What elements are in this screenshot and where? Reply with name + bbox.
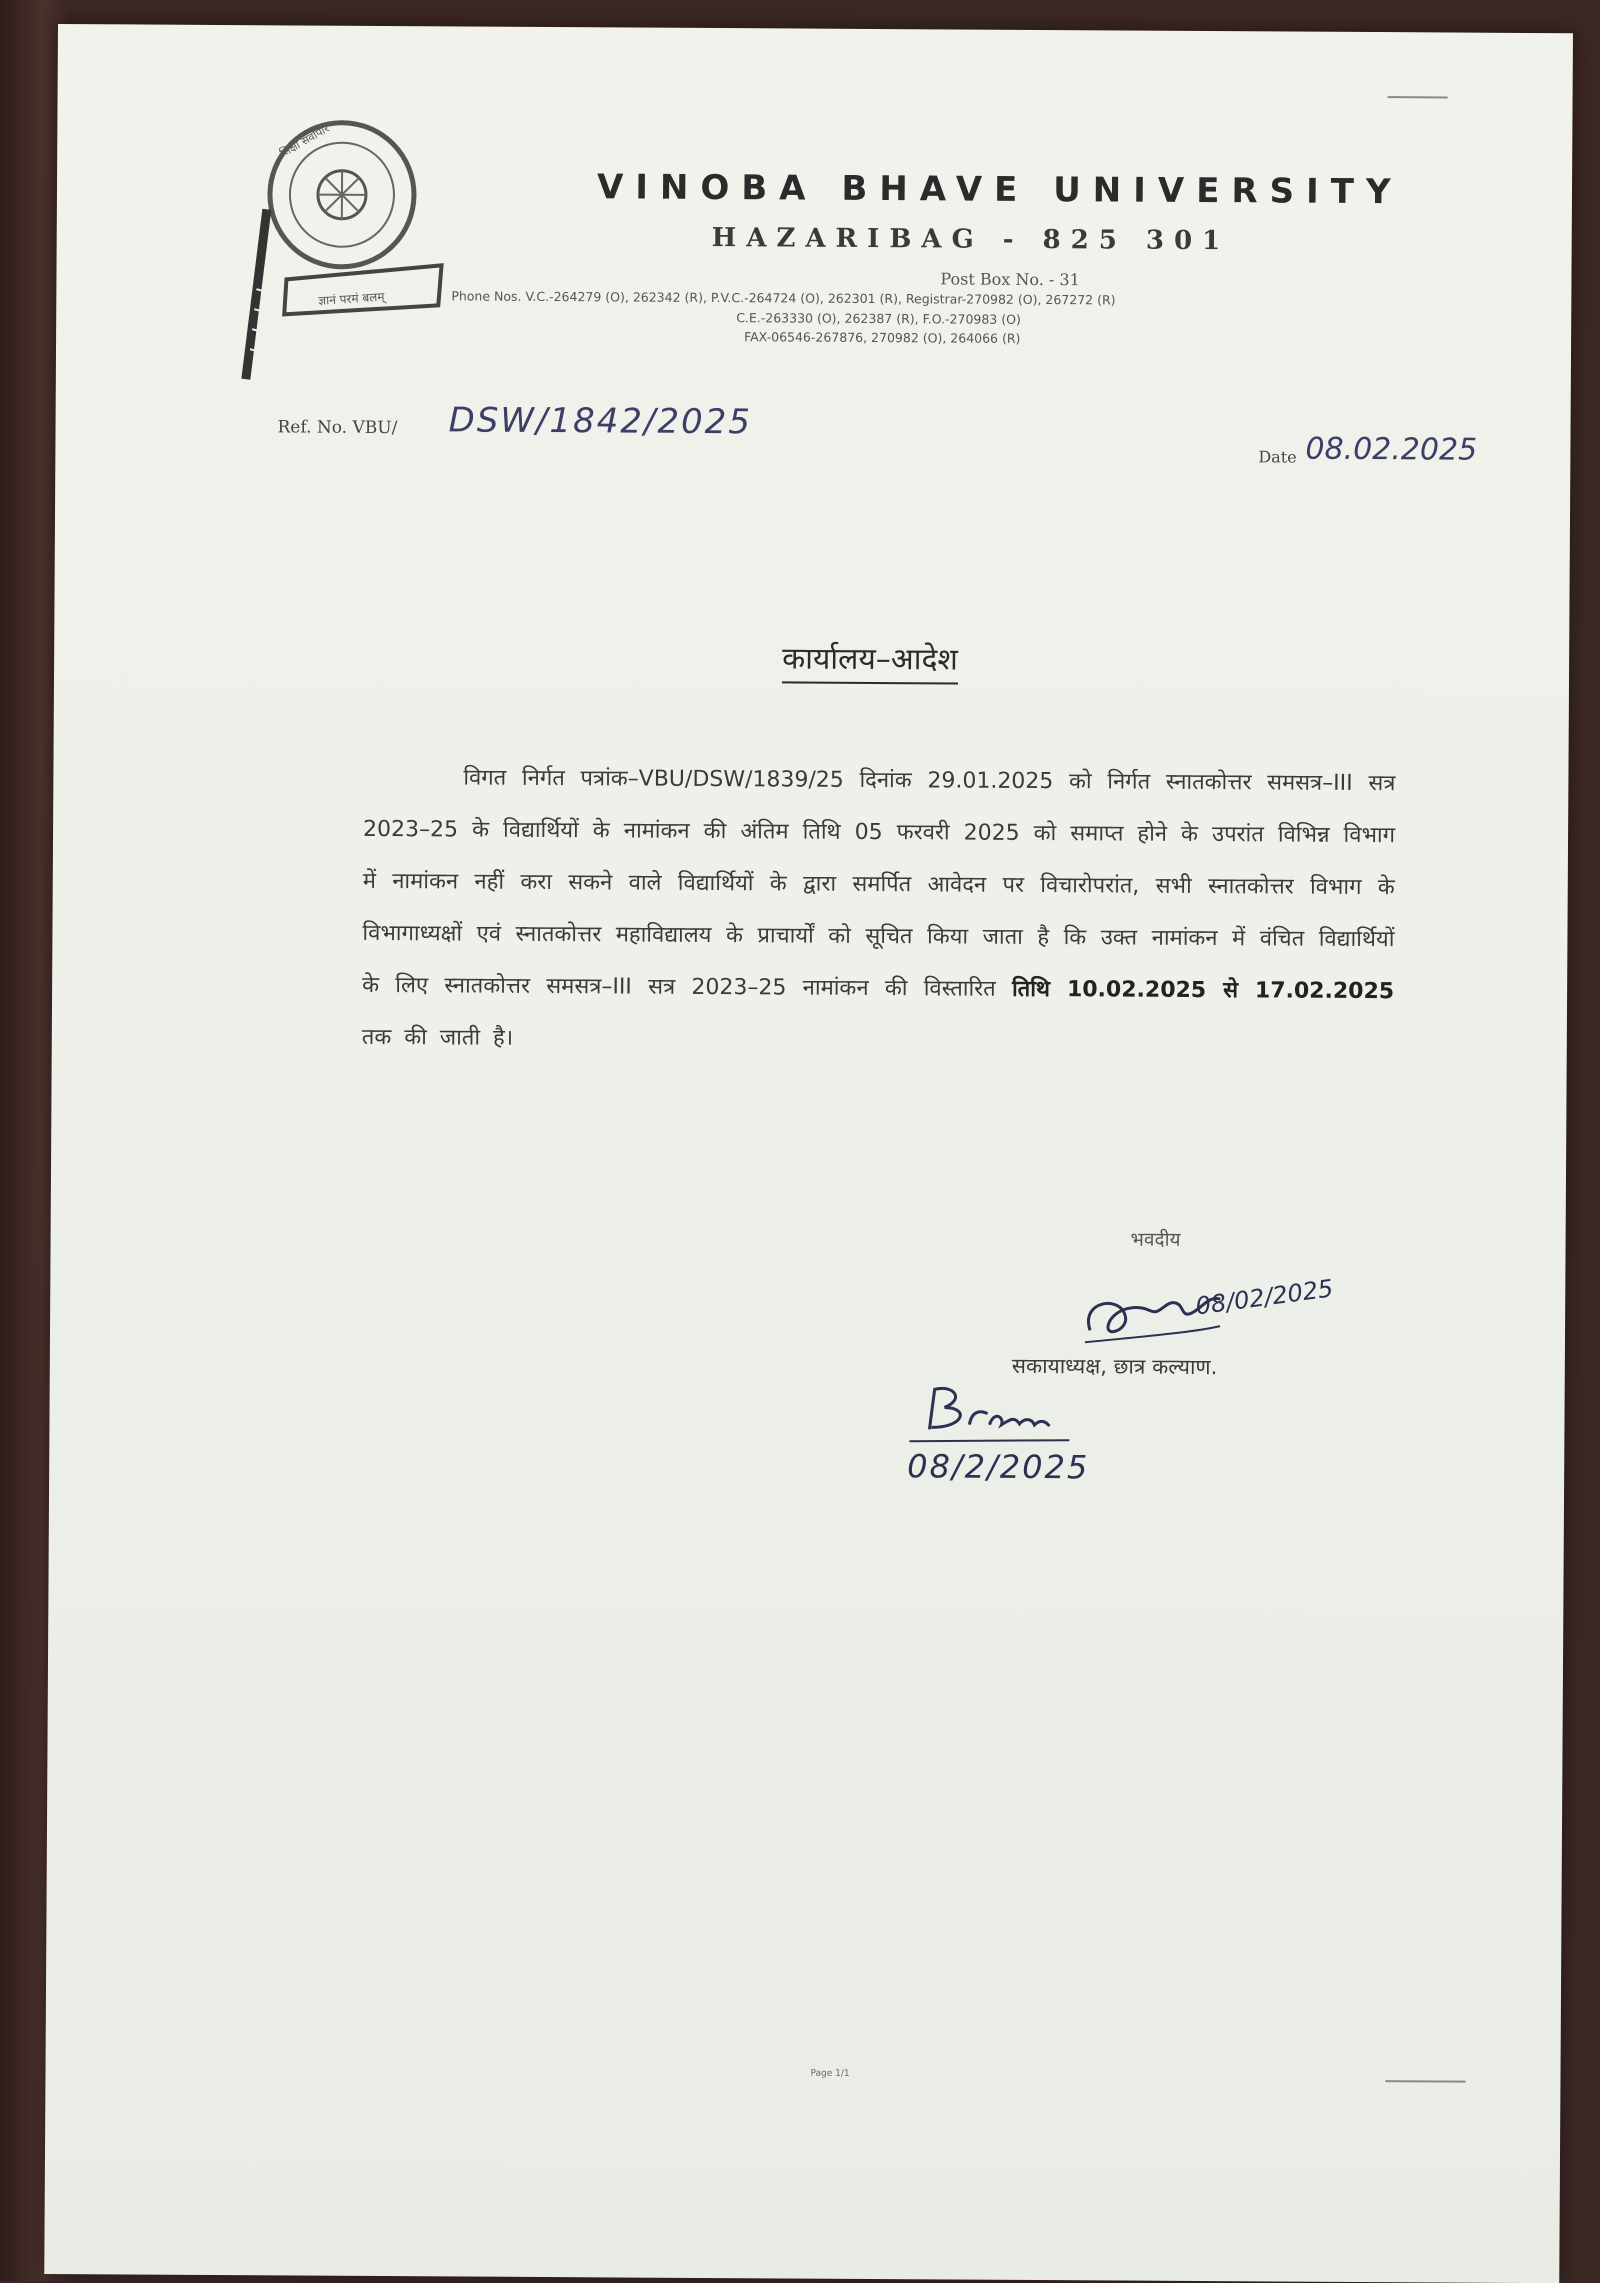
order-body-end: तक की जाती है। <box>362 1025 513 1051</box>
document-page <box>44 24 1573 2283</box>
corner-mark-bottom <box>1385 2080 1465 2082</box>
contact-line-fax: FAX-06546-267876, 270982 (O), 264066 (R) <box>744 329 1020 346</box>
designation: सकायाध्यक्ष, छात्र कल्याण. <box>1012 1352 1218 1381</box>
reference-label: Ref. No. VBU/ <box>277 417 397 438</box>
dean-signature-date: 08/02/2025 <box>1194 1274 1335 1320</box>
contact-line-phones: Phone Nos. V.C.-264279 (O), 262342 (R), P.V.C.-264724 (O), 262301 (R), Registrar-270982 (O), 267272 (R) <box>451 288 1115 307</box>
reference-number: DSW/1842/2025 <box>448 400 752 442</box>
receipt-initials-icon <box>909 1379 1109 1450</box>
receipt-date: 08/2/2025 <box>907 1447 1089 1486</box>
order-body-text: विगत निर्गत पत्रांक–VBU/DSW/1839/25 दिनांक 29.01.2025 को निर्गत स्नातकोत्तर समसत्र–III सत्र 2023–25 के विद्यार्थियों के नामांकन की अंतिम तिथि 05 फरवरी 2025 को समाप्त होने के उपरांत विभिन्न विभाग में नामांकन नहीं करा सकने वाले विद्यार्थियों के द्वारा समर्पित आवेदन पर विचारोपरांत, सभी स्नातकोत्तर विभाग के विभागाध्यक्षों एवं स्नातकोत्तर महाविद्यालय के प्राचार्यों को सूचित किया जाता है कि उक्त नामांकन में वंचित विद्यार्थियों के लिए स्नातकोत्तर समसत्र–III सत्र 2023–25 नामांकन की विस्तारित <box>362 765 1395 1001</box>
page-number: Page 1/1 <box>810 2069 849 2079</box>
date-label: Date <box>1258 447 1296 466</box>
corner-mark-top <box>1388 96 1448 98</box>
university-city: HAZARIBAG - 825 301 <box>712 223 1352 257</box>
university-name: VINOBA BHAVE UNIVERSITY <box>597 167 1397 212</box>
seal-text: शिक्षा सर्वोपरि <box>277 121 332 161</box>
letter-date: 08.02.2025 <box>1305 432 1477 468</box>
post-box: Post Box No. - 31 <box>940 269 1079 289</box>
contact-line-ce: C.E.-263330 (O), 262387 (R), F.O.-270983 (O) <box>736 310 1021 327</box>
order-body <box>362 752 1396 1070</box>
university-seal-icon <box>226 99 468 390</box>
yours-faithfully: भवदीय <box>1131 1226 1181 1252</box>
order-extended-dates: तिथि 10.02.2025 से 17.02.2025 <box>1012 977 1394 1004</box>
seal-caption: ज्ञानं परमं बलम् <box>318 288 385 309</box>
order-title: कार्यालय–आदेश <box>782 636 958 684</box>
